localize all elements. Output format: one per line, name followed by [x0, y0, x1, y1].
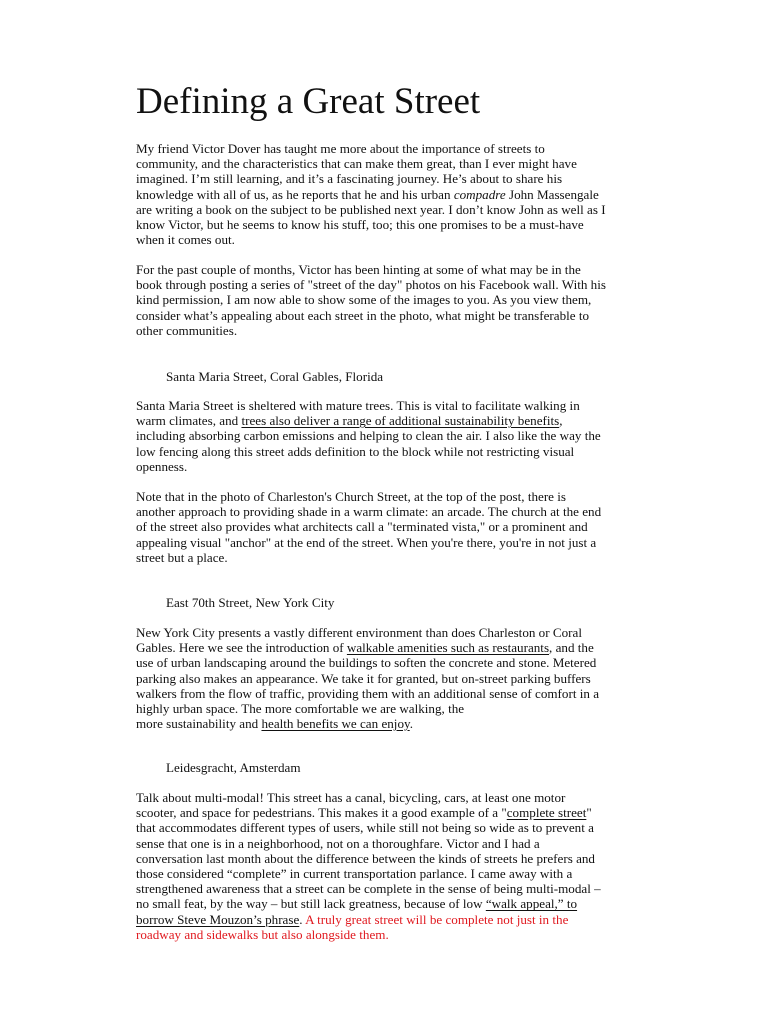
text-line: highly urban space. The more comfortable we are walking, the	[136, 700, 465, 716]
link-trees-benefits[interactable]: trees also deliver a range of additional sustainability benefits	[241, 413, 560, 429]
text-run: "	[586, 805, 592, 821]
text-line: New York City presents a vastly different environment than does Charleston or Coral	[136, 625, 582, 640]
text-line: low fencing along this street adds definition to the block while not restricting visual	[136, 443, 575, 459]
text-line: For the past couple of months, Victor has been hinting at some of what may be in the	[136, 262, 581, 277]
photo-caption: East 70th Street, New York City	[166, 595, 335, 610]
link-health-benefits[interactable]: health benefits we can enjoy	[261, 716, 410, 732]
text-line: My friend Victor Dover has taught me more about the importance of streets to	[136, 141, 545, 156]
text-line: other communities.	[136, 322, 238, 338]
paragraph-intro	[136, 141, 702, 247]
text-line: community, and the characteristics that can make them great, than I ever might have	[136, 156, 577, 172]
photo-caption: Santa Maria Street, Coral Gables, Florida	[166, 369, 384, 384]
link-complete-street[interactable]: complete street	[506, 805, 587, 821]
page-title: Defining a Great Street	[136, 81, 481, 122]
text-run: warm climates, and	[136, 413, 242, 429]
text-run: Gables. Here we see the introduction of	[136, 640, 347, 656]
paragraph-facebook	[136, 262, 702, 338]
text-line: consider what’s appealing about each street in the photo, what might be transferable to	[136, 307, 590, 323]
text-run: John Massengale	[505, 186, 599, 202]
text-run: .	[299, 911, 306, 927]
text-line	[136, 640, 702, 655]
text-run: knowledge with all of us, as he reports that he and his urban	[136, 186, 454, 202]
text-line: Santa Maria Street is sheltered with mature trees. This is vital to facilitate walking in	[136, 398, 580, 413]
text-line: appealing visual "anchor" at the end of the street. When you're there, you're in not just a	[136, 534, 597, 550]
text-line	[136, 716, 702, 731]
text-line	[136, 912, 702, 927]
text-line: openness.	[136, 458, 188, 474]
text-line: parking also makes an appearance. We take it for granted, but on-street parking buffers	[136, 670, 591, 686]
text-line: walkers from the flow of traffic, providing them with an additional sense of comfort in a	[136, 685, 600, 701]
text-line: that accommodates different types of users, while still not being so wide as to prevent a	[136, 820, 594, 836]
text-line	[136, 896, 702, 911]
text-line	[136, 187, 702, 202]
paragraph-amsterdam	[136, 790, 702, 942]
text-line: use of urban landscaping around the buildings to soften the concrete and stone. Metered	[136, 655, 597, 671]
text-line: those considered “complete” in current transportation parlance. I came away with a	[136, 865, 573, 881]
text-run: more sustainability and	[136, 716, 262, 732]
link-walk-appeal[interactable]: “walk appeal,” to	[485, 896, 578, 912]
text-run: .	[409, 716, 413, 732]
text-run: scooter, and space for pedestrians. This makes it a good example of a "	[136, 805, 507, 821]
text-run: no small feat, by the way – but still lack greatness, because of low	[136, 896, 486, 912]
photo-caption: Leidesgracht, Amsterdam	[166, 760, 301, 775]
paragraph-santa-maria	[136, 398, 702, 474]
text-line: imagined. I’m still learning, and it’s a fascinating journey. He’s about to share his	[136, 171, 563, 187]
text-line	[136, 413, 702, 428]
text-line: strengthened awareness that a street can be complete in the sense of being multi-modal –	[136, 881, 601, 897]
text-line: sense that one is in a neighborhood, not on a thoroughfare. Victor and I had a	[136, 835, 540, 851]
text-line	[136, 805, 702, 820]
text-line: street but a place.	[136, 549, 228, 565]
text-line: kind permission, I am now able to show some of the images to you. As you view them,	[136, 292, 592, 308]
link-steve-mouzon[interactable]: borrow Steve Mouzon’s phrase	[136, 911, 300, 927]
text-line: conversation last month about the difference between the kinds of streets he prefers and	[136, 850, 595, 866]
text-line: are writing a book on the subject to be published next year. I don’t know John as well as I	[136, 201, 606, 217]
paragraph-new-york	[136, 625, 702, 731]
text-line: of the street also provides what architects call a "terminated vista," or a prominent and	[136, 519, 588, 535]
text-line: Note that in the photo of Charleston's Church Street, at the top of the post, there is	[136, 489, 567, 504]
text-line: when it comes out.	[136, 232, 235, 248]
text-line: another approach to providing shade in a warm climate: an arcade. The church at the end	[136, 504, 602, 520]
text-line: Talk about multi-modal! This street has a canal, bicycling, cars, at least one motor	[136, 790, 566, 805]
text-line: book through posting a series of "street of the day" photos on his Facebook wall. With his	[136, 277, 606, 293]
text-run: ,	[559, 413, 563, 429]
highlighted-text: roadway and sidewalks but also alongside them.	[136, 926, 389, 942]
text-run: , and the	[549, 640, 594, 656]
italic-text: compadre	[453, 186, 506, 202]
highlighted-text: A truly great street will be complete not just in the	[305, 911, 569, 927]
text-line: know Victor, but he seems to know his stuff, too; this one promises to be a must-have	[136, 216, 584, 232]
text-line: including absorbing carbon emissions and helping to clean the air. I also like the way the	[136, 428, 601, 444]
paragraph-charleston	[136, 489, 702, 565]
link-walkable-amenities[interactable]: walkable amenities such as restaurants	[346, 640, 550, 656]
